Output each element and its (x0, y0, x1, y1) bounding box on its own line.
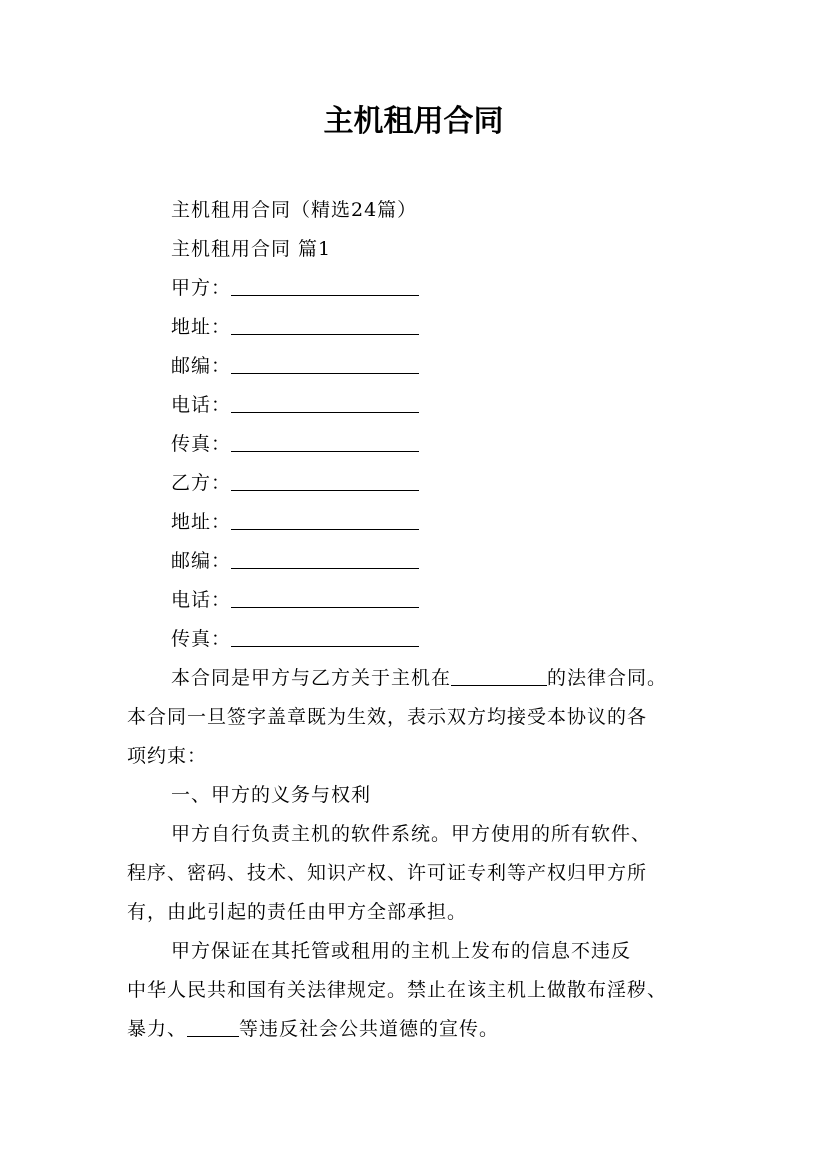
field-label: 电话： (171, 394, 232, 416)
blank-underline (187, 1018, 239, 1037)
blank-underline (231, 472, 419, 491)
clause-paragraph-line: 甲方自行负责主机的软件系统。甲方使用的所有软件、 (171, 823, 652, 845)
blank-underline (231, 394, 419, 413)
field-label: 传真： (171, 433, 232, 455)
field-label: 地址： (171, 511, 232, 533)
clause-paragraph-line: 有，由此引起的责任由甲方全部承担。 (127, 901, 468, 923)
blank-underline (231, 511, 419, 530)
field-label: 邮编： (171, 550, 232, 572)
field-label: 传真： (171, 628, 232, 650)
intro-paragraph-line (127, 659, 771, 698)
field-label: 地址： (171, 316, 232, 338)
blank-underline (451, 667, 547, 686)
blank-underline (231, 628, 419, 647)
clause-paragraph-line: 甲方保证在其托管或租用的主机上发布的信息不违反 (171, 940, 632, 962)
field-label: 电话： (171, 589, 232, 611)
document-subtitle: 主机租用合同（精选24篇） (171, 199, 418, 221)
blank-underline (231, 550, 419, 569)
intro-text: 的法律合同。 (547, 667, 668, 689)
party-a-fax-field (127, 425, 771, 464)
party-a-name-field (127, 269, 771, 308)
blank-underline (231, 589, 419, 608)
clause-heading: 一、甲方的义务与权利 (171, 784, 372, 806)
field-label: 甲方： (171, 277, 232, 299)
intro-paragraph-line: 本合同一旦签字盖章既为生效，表示双方均接受本协议的各 (127, 706, 648, 728)
party-b-fax-field (127, 620, 771, 659)
party-a-postcode-field (127, 347, 771, 386)
clause-text: 暴力、 (127, 1018, 188, 1040)
clause-paragraph-line (127, 1010, 727, 1049)
blank-underline (231, 355, 419, 374)
blank-underline (231, 277, 419, 296)
clause-text: 等违反社会公共道德的宣传。 (239, 1018, 500, 1040)
blank-underline (231, 433, 419, 452)
blank-underline (231, 316, 419, 335)
section-heading: 主机租用合同 篇1 (171, 238, 332, 260)
document-title: 主机租用合同 (323, 104, 504, 139)
field-label: 乙方： (171, 472, 232, 494)
party-b-postcode-field (127, 542, 771, 581)
party-b-name-field (127, 464, 771, 503)
party-b-phone-field (127, 581, 771, 620)
party-a-phone-field (127, 386, 771, 425)
clause-paragraph-line: 程序、密码、技术、知识产权、许可证专利等产权归甲方所 (127, 862, 648, 884)
field-label: 邮编： (171, 355, 232, 377)
intro-text: 本合同是甲方与乙方关于主机在 (171, 667, 452, 689)
intro-paragraph-line: 项约束： (127, 745, 208, 767)
party-b-address-field (127, 503, 771, 542)
party-a-address-field (127, 308, 771, 347)
clause-paragraph-line: 中华人民共和国有关法律规定。禁止在该主机上做散布淫秽、 (127, 979, 668, 1001)
